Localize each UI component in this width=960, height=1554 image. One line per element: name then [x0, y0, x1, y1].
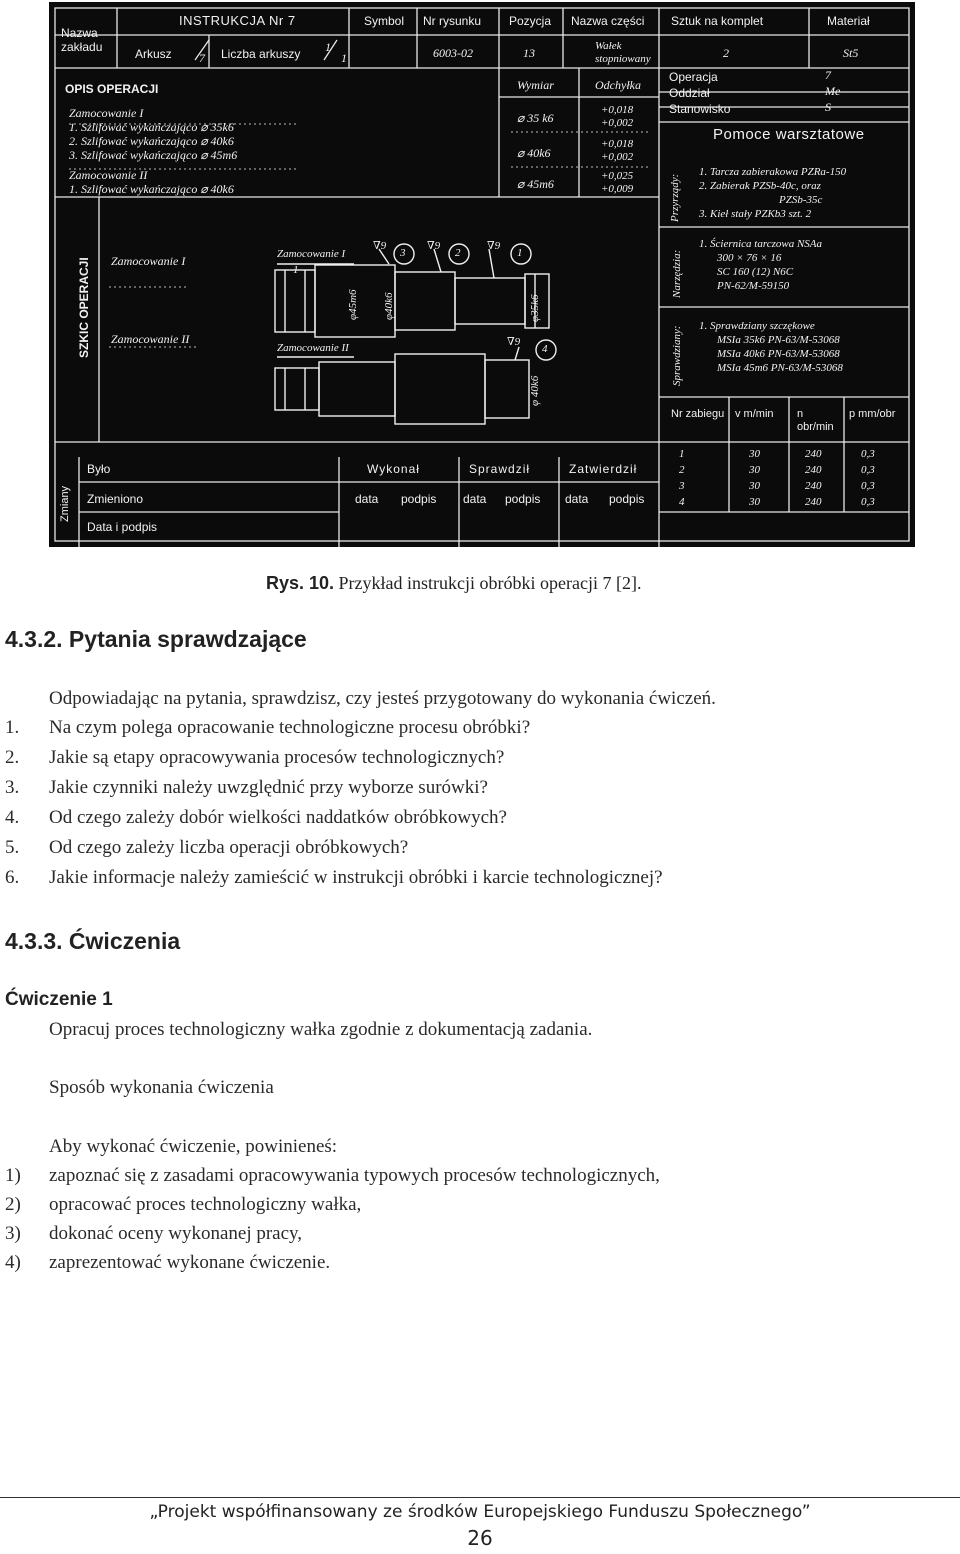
param-cell: 240	[805, 496, 822, 508]
question-number: 3.	[5, 777, 20, 798]
param-head: Nr zabiegu	[671, 408, 725, 420]
podpis-label: podpis	[401, 492, 437, 506]
param-cell: 0,3	[861, 496, 875, 508]
sztuk-label: Sztuk na komplet	[671, 14, 764, 28]
step-number: 4)	[5, 1252, 21, 1273]
question-number: 6.	[5, 867, 20, 888]
roughness-mark: ∇9	[427, 240, 441, 252]
narzedzia-item: SC 160 (12) N6C	[717, 266, 794, 278]
section-title-432: 4.3.2. Pytania sprawdzające	[5, 626, 307, 652]
liczba-arkuszy-value-2: 1	[341, 51, 347, 65]
zamocowanie-1-label: Zamocowanie I	[111, 254, 186, 268]
opis-operacji-heading: OPIS OPERACJI	[65, 82, 159, 96]
sketch-dim: φ40k6	[383, 292, 395, 320]
przyrzady-label: Przyrządy:	[669, 173, 681, 222]
nr-rysunku-value: 6003-02	[433, 46, 473, 60]
nr-rysunku-label: Nr rysunku	[423, 14, 482, 28]
wykonal-label: Wykonał	[367, 462, 420, 476]
param-cell: 4	[679, 496, 685, 508]
param-cell: 30	[749, 480, 760, 492]
op-line: 3. Szlifować wykańczająco ⌀ 45m6	[69, 148, 238, 162]
step-number: 3)	[5, 1223, 21, 1244]
przyrzady-item: PZSb-35c	[779, 194, 823, 206]
param-cell: 1	[679, 448, 685, 460]
narzedzia-label: Narzędzia:	[671, 249, 683, 298]
param-cell: 3	[679, 480, 685, 492]
roughness-mark: ∇9	[373, 240, 387, 252]
question-text: Jakie czynniki należy uwzględnić przy wyborze surówki?	[49, 777, 488, 798]
odchylka-value: +0,018 +0,002	[601, 104, 634, 129]
liczba-arkuszy-value: 1	[325, 40, 331, 54]
pozycja-value: 13	[523, 46, 535, 60]
op-line: 1. Szlifować wykańczająco ⌀ 35k6	[69, 120, 234, 134]
param-cell: 240	[805, 480, 822, 492]
sketch-dim: φ35k6	[529, 294, 541, 322]
pozycja-label: Pozycja	[509, 14, 552, 28]
wymiar-label: Wymiar	[517, 78, 554, 92]
data-label: data	[565, 492, 589, 506]
stanowisko-value: S	[825, 100, 831, 114]
sprawdziany-item: MSIa 35k6 PN-63/M-53068	[717, 334, 840, 346]
operacja-value: 7	[825, 68, 831, 82]
oddzial-label: Oddział	[669, 86, 710, 100]
arkusz-value: 7	[199, 51, 205, 65]
narzedzia-item: 1. Ściernica tarczowa NSAa	[699, 238, 823, 250]
footer-divider	[0, 1497, 960, 1498]
narzedzia-item: PN-62/M-59150	[717, 280, 790, 292]
pomoce-heading: Pomoce warsztatowe	[713, 126, 865, 143]
sketch-one: 1	[293, 264, 299, 276]
instruction-card	[49, 2, 915, 547]
nazwa-czesci-label: Nazwa części	[571, 14, 645, 28]
data-podpis-label: Data i podpis	[87, 520, 158, 534]
param-cell: 30	[749, 496, 760, 508]
sketch-dim: φ45m6	[347, 289, 359, 320]
odchylka-label: Odchyłka	[595, 78, 641, 92]
sprawdziany-item: MSIa 45m6 PN-63/M-53068	[717, 362, 843, 374]
przyrzady-item: 2. Zabierak PZSb-40c, oraz	[699, 180, 821, 192]
odchylka-value: +0,025 +0,009	[601, 170, 634, 195]
sprawdziany-item: 1. Sprawdziany szczękowe	[699, 320, 815, 332]
question-text: Od czego zależy dobór wielkości naddatków obróbkowych?	[49, 807, 507, 828]
operation-number: 2	[455, 247, 461, 259]
zmiany-label: Zmiany	[59, 485, 71, 522]
shaft-sketch	[275, 244, 556, 424]
wymiar-value: ⌀ 35 k6	[517, 111, 554, 125]
podpis-label: podpis	[505, 492, 541, 506]
question-number: 5.	[5, 837, 20, 858]
page-number: 26	[467, 1526, 493, 1550]
material-label: Materiał	[827, 14, 870, 28]
param-cell: 30	[749, 464, 760, 476]
operation-number: 3	[400, 247, 406, 259]
sprawdziany-item: MSIa 40k6 PN-63/M-53068	[717, 348, 840, 360]
param-head: n obr/min	[797, 408, 834, 433]
exercise-task: Opracuj proces technologiczny wałka zgodnie z dokumentacją zadania.	[49, 1019, 593, 1040]
param-head: p mm/obr	[849, 408, 896, 420]
sketch-dim: φ 40k6	[529, 375, 541, 406]
liczba-arkuszy-label: Liczba arkuszy	[221, 47, 301, 61]
wymiar-value: ⌀ 45m6	[517, 177, 554, 191]
sztuk-value: 2	[723, 46, 729, 60]
sprawdzil-label: Sprawdził	[469, 462, 531, 476]
stanowisko-label: Stanowisko	[669, 102, 731, 116]
param-cell: 240	[805, 448, 822, 460]
param-head: v m/min	[735, 408, 774, 420]
step-number: 1)	[5, 1165, 21, 1186]
param-cell: 0,3	[861, 480, 875, 492]
nazwa-zakladu-label: Nazwa zakładu	[61, 26, 103, 54]
zatwierdzil-label: Zatwierdził	[569, 462, 638, 476]
roughness-mark: ∇9	[487, 240, 501, 252]
przyrzady-item: 3. Kieł stały PZKb3 szt. 2	[699, 208, 812, 220]
question-text: Na czym polega opracowanie technologiczne procesu obróbki?	[49, 717, 531, 738]
zamocowanie-2-label: Zamocowanie II	[111, 332, 190, 346]
question-number: 4.	[5, 807, 20, 828]
param-cell: 0,3	[861, 448, 875, 460]
wymiar-value: ⌀ 40k6	[517, 146, 551, 160]
nazwa-czesci-value: Wałek stopniowany	[595, 40, 651, 65]
op-line: Zamocowanie I	[69, 106, 144, 120]
operation-number: 4	[542, 343, 548, 355]
step-text: opracować proces technologiczny wałka,	[49, 1194, 362, 1215]
roughness-mark: ∇9	[507, 336, 521, 348]
oddzial-value: Me	[825, 84, 841, 98]
sketch-zamocowanie-2: Zamocowanie II	[277, 342, 349, 354]
question-text: Od czego zależy liczba operacji obróbkowych?	[49, 837, 409, 858]
question-text: Jakie są etapy opracowywania procesów technologicznych?	[49, 747, 505, 768]
param-cell: 240	[805, 464, 822, 476]
exercise-lead: Aby wykonać ćwiczenie, powinieneś:	[49, 1136, 338, 1157]
exercise-title: Ćwiczenie 1	[5, 989, 113, 1010]
op-line: 1. Szlifować wykańczająco ⌀ 40k6	[69, 182, 234, 196]
szkic-operacji-label: SZKIC OPERACJI	[77, 257, 91, 358]
intro-text: Odpowiadając na pytania, sprawdzisz, czy jesteś przygotowany do wykonania ćwiczeń.	[49, 688, 716, 709]
operation-number: 1	[517, 247, 523, 259]
step-text: zaprezentować wykonane ćwiczenie.	[49, 1252, 331, 1273]
narzedzia-item: 300 × 76 × 16	[717, 252, 782, 264]
exercise-method: Sposób wykonania ćwiczenia	[49, 1077, 274, 1098]
op-line: Zamocowanie II	[69, 168, 148, 182]
section-title-433: 4.3.3. Ćwiczenia	[5, 928, 181, 954]
step-number: 2)	[5, 1194, 21, 1215]
arkusz-label: Arkusz	[135, 47, 172, 61]
sprawdziany-label: Sprawdziany:	[671, 325, 683, 386]
param-cell: 2	[679, 464, 685, 476]
operacja-label: Operacja	[669, 70, 718, 84]
material-value: St5	[843, 46, 859, 60]
figure-caption-text: Przykład instrukcji obróbki operacji 7 [2].	[334, 573, 642, 593]
data-label: data	[463, 492, 487, 506]
question-number: 1.	[5, 717, 20, 738]
op-line: 2. Szlifować wykańczająco ⌀ 40k6	[69, 134, 234, 148]
podpis-label: podpis	[609, 492, 645, 506]
bylo-label: Było	[87, 462, 111, 476]
sketch-zamocowanie-1: Zamocowanie I	[277, 248, 346, 260]
step-text: zapoznać się z zasadami opracowywania typowych procesów technologicznych,	[49, 1165, 660, 1186]
przyrzady-item: 1. Tarcza zabierakowa PZRa-150	[699, 166, 847, 178]
figure-caption-label: Rys. 10.	[266, 573, 335, 593]
data-label: data	[355, 492, 379, 506]
question-number: 2.	[5, 747, 20, 768]
instrukcja-title: INSTRUKCJA Nr 7	[179, 13, 296, 28]
step-text: dokonać oceny wykonanej pracy,	[49, 1223, 303, 1244]
param-cell: 0,3	[861, 464, 875, 476]
figure-caption	[266, 573, 641, 594]
question-text: Jakie informacje należy zamieścić w instrukcji obróbki i karcie technologicznej?	[49, 867, 663, 888]
footer-text: „Projekt współfinansowany ze środków Europejskiego Funduszu Społecznego”	[149, 1502, 811, 1522]
symbol-label: Symbol	[364, 14, 405, 28]
odchylka-value: +0,018 +0,002	[601, 138, 634, 163]
zmieniono-label: Zmieniono	[87, 492, 144, 506]
param-cell: 30	[749, 448, 760, 460]
